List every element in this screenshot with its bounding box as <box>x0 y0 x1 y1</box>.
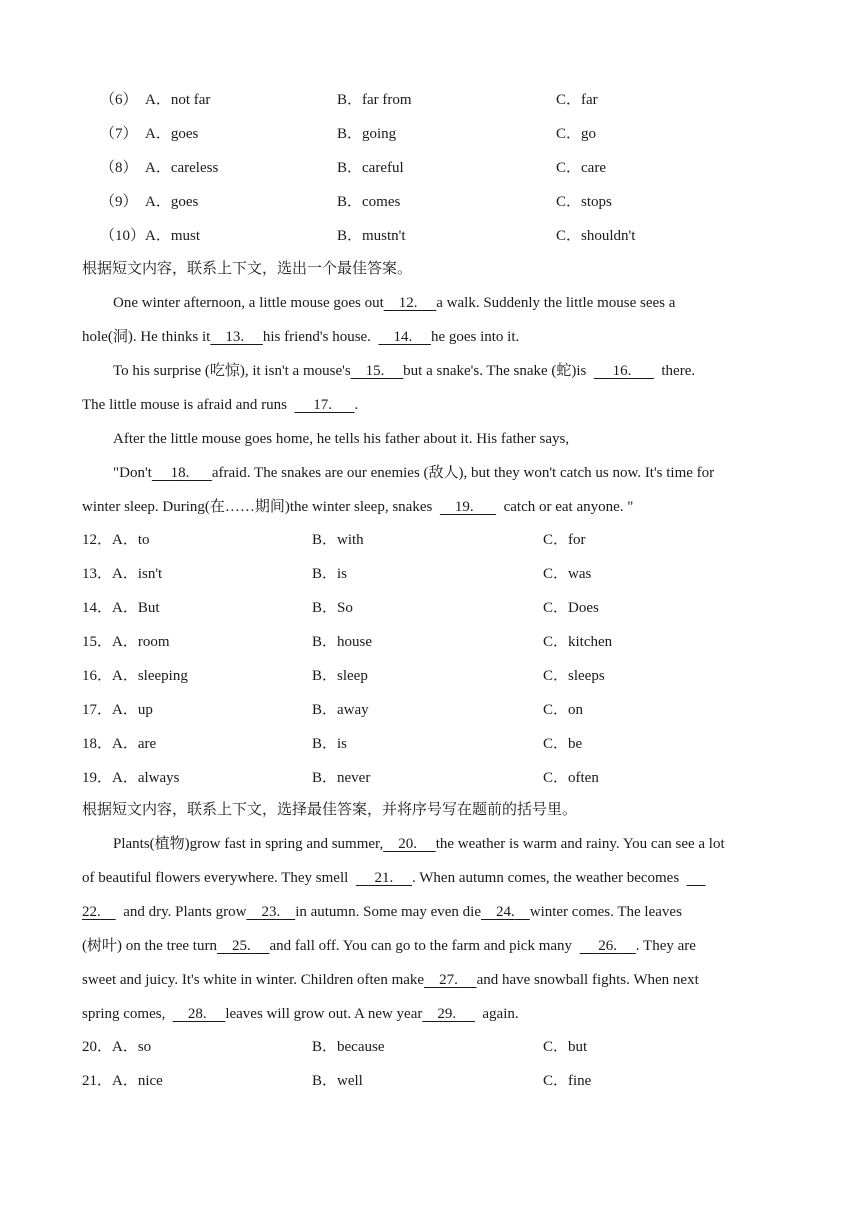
question-number: （7） <box>100 126 138 142</box>
passage-line <box>113 831 725 857</box>
answer-blank-22-start <box>687 865 706 891</box>
question-number: 21． <box>82 1073 113 1089</box>
passage-text: spring comes, <box>82 1006 166 1022</box>
passage-text: One winter afternoon, a little mouse goes out <box>113 295 384 311</box>
answer-blank-13: 13. <box>225 329 245 345</box>
option-row <box>0 697 860 723</box>
choice-a[interactable]: A．always <box>112 770 180 786</box>
passage-text: a walk. Suddenly the little mouse sees a <box>436 295 676 311</box>
choice-b[interactable]: B．because <box>312 1039 385 1055</box>
passage-text: sweet and juicy. It's white in winter. Children often make <box>82 972 425 988</box>
passage-text: his friend's house. <box>262 329 371 345</box>
passage-line: After the little mouse goes home, he tells his father about it. His father says, <box>113 431 570 447</box>
passage-line <box>113 358 695 384</box>
option-row <box>0 663 860 689</box>
question-number: （6） <box>100 92 138 108</box>
passage-text: winter comes. The leaves <box>529 904 682 920</box>
answer-blank-26: 26. <box>598 938 618 954</box>
option-row <box>0 87 860 113</box>
question-number: （10） <box>100 228 146 244</box>
passage-text: he goes into it. <box>430 329 520 345</box>
option-row <box>0 629 860 655</box>
option-row <box>0 561 860 587</box>
answer-blank-12: 12. <box>398 295 418 311</box>
choice-b[interactable]: B．house <box>312 634 373 650</box>
section3-instruction: 根据短文内容，联系上下文，选择最佳答案，并将序号写在题前的括号里。 <box>82 802 578 818</box>
answer-blank-28: 28. <box>187 1006 207 1022</box>
answer-blank-27: 27. <box>439 972 458 988</box>
choice-a[interactable]: A．nice <box>112 1073 163 1089</box>
question-number: 17． <box>82 702 113 718</box>
question-number: 13． <box>82 566 113 582</box>
choice-b[interactable]: B．mustn't <box>337 228 406 244</box>
passage-text: leaves will grow out. A new year <box>225 1006 423 1022</box>
choice-b[interactable]: B．well <box>312 1073 363 1089</box>
passage-text: in autumn. Some may even die <box>295 904 481 920</box>
passage-text: "Don't <box>113 465 152 481</box>
choice-a[interactable]: A．goes <box>145 126 199 142</box>
option-row <box>0 155 860 181</box>
choice-a[interactable]: A．sleeping <box>112 668 188 684</box>
choice-b[interactable]: B．careful <box>337 160 404 176</box>
passage-text: afraid. The snakes are our enemies (敌人), but they won't catch us now. It's time for <box>211 465 715 481</box>
option-row <box>0 121 860 147</box>
choice-b[interactable]: B．going <box>337 126 397 142</box>
passage-text: again. <box>482 1006 519 1022</box>
passage-text: there. <box>661 363 696 379</box>
choice-c[interactable]: C．shouldn't <box>556 228 636 244</box>
choice-b[interactable]: B．So <box>312 600 353 616</box>
choice-c[interactable]: C．on <box>543 702 584 718</box>
choice-b[interactable]: B．sleep <box>312 668 368 684</box>
choice-c[interactable]: C．was <box>543 566 592 582</box>
choice-b[interactable]: B．is <box>312 736 348 752</box>
choice-b[interactable]: B．is <box>312 566 348 582</box>
choice-b[interactable]: B．comes <box>337 194 401 210</box>
passage-line <box>82 494 633 520</box>
choice-c[interactable]: C．far <box>556 92 598 108</box>
passage-text: and fall off. You can go to the farm and pick many <box>269 938 573 954</box>
option-row <box>0 223 860 249</box>
answer-blank-14: 14. <box>393 329 413 345</box>
option-row <box>0 527 860 553</box>
passage-text: of beautiful flowers everywhere. They smell <box>82 870 349 886</box>
passage-text: Plants(植物)grow fast in spring and summer, <box>113 836 384 852</box>
passage-line <box>82 865 705 891</box>
answer-blank-25: 25. <box>231 938 251 954</box>
choice-a[interactable]: A．must <box>145 228 201 244</box>
answer-blank-23: 23. <box>261 904 281 920</box>
choice-c[interactable]: C．often <box>543 770 599 786</box>
passage-text: winter sleep. During(在……期间)the winter sleep, snakes <box>82 499 433 515</box>
answer-blank-18: 18. <box>170 465 190 481</box>
question-number: （8） <box>100 160 138 176</box>
passage-text: . They are <box>635 938 696 954</box>
passage-text: hole(洞). He thinks it <box>82 329 211 345</box>
choice-b[interactable]: B．never <box>312 770 371 786</box>
section2-instruction: 根据短文内容，联系上下文，选出一个最佳答案。 <box>82 261 413 277</box>
choice-a[interactable]: A．goes <box>145 194 199 210</box>
passage-text: catch or eat anyone. " <box>503 499 634 515</box>
question-number: 12． <box>82 532 113 548</box>
passage-text: the weather is warm and rainy. You can see a lot <box>435 836 725 852</box>
option-row <box>0 731 860 757</box>
choice-b[interactable]: B．far from <box>337 92 412 108</box>
option-row <box>0 595 860 621</box>
choice-a[interactable]: A．not far <box>145 92 211 108</box>
choice-c[interactable]: C．care <box>556 160 606 176</box>
choice-c[interactable]: C．Does <box>543 600 599 616</box>
question-number: （9） <box>100 194 138 210</box>
choice-a[interactable]: A．to <box>112 532 150 548</box>
choice-a[interactable]: A．are <box>112 736 157 752</box>
choice-c[interactable]: C．but <box>543 1039 588 1055</box>
choice-a[interactable]: A．careless <box>145 160 219 176</box>
passage-text: To his surprise (吃惊), it isn't a mouse's <box>113 363 351 379</box>
answer-blank-15: 15. <box>365 363 385 379</box>
choice-c[interactable]: C．be <box>543 736 583 752</box>
choice-c[interactable]: C．for <box>543 532 586 548</box>
passage-line <box>82 899 682 925</box>
choice-c[interactable]: C．sleeps <box>543 668 605 684</box>
choice-c[interactable]: C．go <box>556 126 597 142</box>
passage-line <box>82 1001 519 1027</box>
choice-c[interactable]: C．kitchen <box>543 634 613 650</box>
option-row <box>0 189 860 215</box>
question-number: 19． <box>82 770 113 786</box>
answer-blank-17: 17. <box>313 397 332 413</box>
passage-text: and have snowball fights. When next <box>476 972 699 988</box>
question-number: 20． <box>82 1039 113 1055</box>
passage-text: (树叶) on the tree turn <box>82 938 217 954</box>
choice-b[interactable]: B．with <box>312 532 364 548</box>
option-row <box>0 765 860 791</box>
question-number: 16． <box>82 668 113 684</box>
choice-c[interactable]: C．fine <box>543 1073 592 1089</box>
passage-line <box>82 324 519 350</box>
choice-c[interactable]: C．stops <box>556 194 612 210</box>
answer-blank-16: 16. <box>612 363 632 379</box>
passage-line <box>82 392 358 418</box>
answer-blank-22: 22. <box>82 904 101 920</box>
answer-blank-19: 19. <box>454 499 474 515</box>
choice-a[interactable]: A．isn't <box>112 566 163 582</box>
question-number: 18． <box>82 736 113 752</box>
passage-line <box>113 460 714 486</box>
question-number: 14． <box>82 600 113 616</box>
passage-text: and dry. Plants grow <box>123 904 247 920</box>
answer-blank-21: 21. <box>374 870 394 886</box>
choice-a[interactable]: A．so <box>112 1039 152 1055</box>
choice-a[interactable]: A．up <box>112 702 153 718</box>
passage-line <box>82 933 696 959</box>
choice-a[interactable]: A．room <box>112 634 170 650</box>
option-row <box>0 1034 860 1060</box>
passage-line <box>82 967 699 993</box>
option-row <box>0 1068 860 1094</box>
passage-text: The little mouse is afraid and runs <box>82 397 287 413</box>
question-number: 15． <box>82 634 113 650</box>
answer-blank-29: 29. <box>437 1006 457 1022</box>
choice-b[interactable]: B．away <box>312 702 369 718</box>
passage-text: . <box>354 397 359 413</box>
choice-a[interactable]: A．But <box>112 600 160 616</box>
answer-blank-24: 24. <box>495 904 515 920</box>
passage-line <box>113 290 675 316</box>
answer-blank-20: 20. <box>398 836 417 852</box>
passage-text: . When autumn comes, the weather becomes <box>412 870 680 886</box>
passage-text: but a snake's. The snake (蛇)is <box>403 363 587 379</box>
